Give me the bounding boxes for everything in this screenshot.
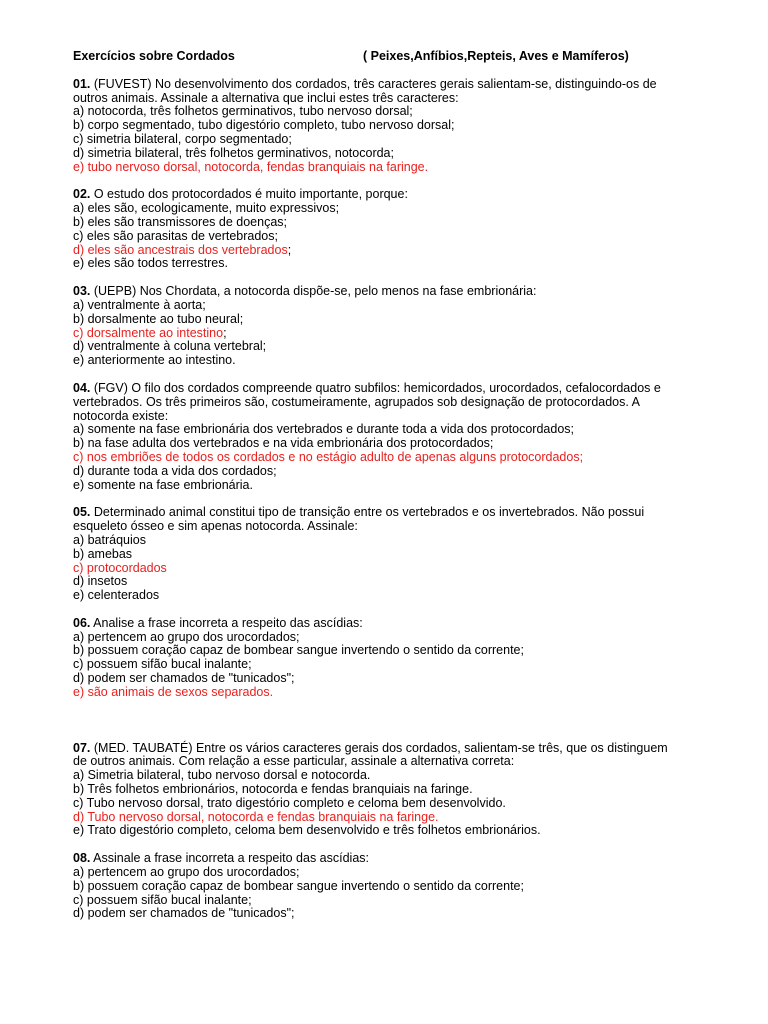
question-stem-line	[73, 92, 728, 106]
question-2	[73, 188, 728, 271]
option	[73, 202, 728, 216]
option-text: c) nos embriões de todos os cordados e no estágio adulto de apenas alguns protocordados;	[73, 449, 584, 464]
question-stem-text: Analise a frase incorreta a respeito das ascídias:	[90, 615, 363, 630]
option	[73, 866, 728, 880]
option	[73, 340, 728, 354]
option	[73, 880, 728, 894]
option	[73, 133, 728, 147]
option-text: e) celenterados	[73, 588, 160, 603]
question-4	[73, 382, 728, 492]
question-stem-text: (FUVEST) No desenvolvimento dos cordados, três caracteres gerais salientam-se, distinguindo-os de	[90, 76, 657, 91]
question-stem-line	[73, 78, 728, 92]
option	[73, 257, 728, 271]
question-number: 05.	[73, 505, 91, 520]
question-number: 01.	[73, 76, 91, 91]
question-stem-line	[73, 852, 728, 866]
option-separator: ;	[223, 325, 227, 340]
option	[73, 230, 728, 244]
question-stem-text: vertebrados. Os três primeiros são, costumeiramente, agrupados sob designação de protocordados. A	[73, 394, 640, 409]
option-text: e) são animais de sexos separados.	[73, 684, 274, 699]
option-text: a) batráquios	[73, 532, 146, 547]
document-title: Exercícios sobre Cordados	[73, 49, 235, 63]
document-header	[73, 50, 728, 64]
option	[73, 354, 728, 368]
option	[73, 465, 728, 479]
option-correct	[73, 244, 728, 258]
question-stem-line	[73, 742, 728, 756]
option-text: b) dorsalmente ao tubo neural;	[73, 311, 244, 326]
option-text: a) ventralmente à aorta;	[73, 297, 206, 312]
option-text: d) podem ser chamados de "tunicados";	[73, 906, 295, 921]
option-separator: ;	[287, 242, 292, 257]
option-text: d) insetos	[73, 574, 128, 589]
question-3	[73, 285, 728, 368]
question-number: 08.	[73, 851, 91, 866]
option-text: d) ventralmente à coluna vertebral;	[73, 339, 267, 354]
option-correct	[73, 161, 728, 175]
option-text: e) tubo nervoso dorsal, notocorda, fendas branquiais na faringe.	[73, 159, 429, 174]
option	[73, 105, 728, 119]
option-correct	[73, 451, 728, 465]
option-text: c) Tubo nervoso dorsal, trato digestório completo e celoma bem desenvolvido.	[73, 795, 506, 810]
option	[73, 658, 728, 672]
question-stem-text: notocorda existe:	[73, 408, 169, 423]
option	[73, 769, 728, 783]
option-correct	[73, 811, 728, 825]
option-text: d) Tubo nervoso dorsal, notocorda e fendas branquiais na faringe.	[73, 809, 439, 824]
option-text: e) anteriormente ao intestino.	[73, 353, 236, 368]
option-text: c) dorsalmente ao intestino	[73, 325, 224, 340]
option-correct	[73, 562, 728, 576]
option-text: d) eles são ancestrais dos vertebrados	[73, 242, 288, 257]
question-7	[73, 742, 728, 839]
option	[73, 313, 728, 327]
question-stem-text: (MED. TAUBATÉ) Entre os vários caracteres gerais dos cordados, salientam-se três, que os distinguem	[90, 740, 668, 755]
option	[73, 534, 728, 548]
option	[73, 147, 728, 161]
question-stem-text: O estudo dos protocordados é muito importante, porque:	[90, 187, 408, 202]
option-text: a) notocorda, três folhetos germinativos, tubo nervoso dorsal;	[73, 104, 413, 119]
question-stem-text: (UEPB) Nos Chordata, a notocorda dispõe-se, pelo menos na fase embrionária:	[90, 284, 537, 299]
option	[73, 631, 728, 645]
option	[73, 216, 728, 230]
option-text: b) corpo segmentado, tubo digestório completo, tubo nervoso dorsal;	[73, 118, 455, 133]
option-text: b) eles são transmissores de doenças;	[73, 214, 287, 229]
question-stem-text: Assinale a frase incorreta a respeito das ascídias:	[90, 851, 370, 866]
option-text: e) Trato digestório completo, celoma bem desenvolvido e três folhetos embrionários.	[73, 823, 541, 838]
option-text: c) protocordados	[73, 560, 167, 575]
option	[73, 119, 728, 133]
option-text: b) possuem coração capaz de bombear sangue invertendo o sentido da corrente;	[73, 878, 524, 893]
question-stem-text: de outros animais. Com relação a esse particular, assinale a alternativa correta:	[73, 754, 515, 769]
question-stem-line	[73, 755, 728, 769]
question-number: 02.	[73, 187, 91, 202]
question-stem-line	[73, 188, 728, 202]
question-6	[73, 617, 728, 700]
question-number: 06.	[73, 615, 91, 630]
option-text: c) possuem sifão bucal inalante;	[73, 657, 252, 672]
option	[73, 423, 728, 437]
option	[73, 783, 728, 797]
option	[73, 644, 728, 658]
question-stem-text: esqueleto ósseo e sim apenas notocorda. Assinale:	[73, 519, 358, 534]
document-subtitle: ( Peixes,Anfíbios,Repteis, Aves e Mamíferos)	[363, 49, 629, 63]
option-text: c) eles são parasitas de vertebrados;	[73, 228, 278, 243]
option-text: b) possuem coração capaz de bombear sangue invertendo o sentido da corrente;	[73, 643, 524, 658]
question-5	[73, 506, 728, 603]
option	[73, 548, 728, 562]
option-text: d) durante toda a vida dos cordados;	[73, 463, 277, 478]
question-number: 07.	[73, 740, 91, 755]
option-text: b) na fase adulta dos vertebrados e na vida embrionária dos protocordados;	[73, 436, 494, 451]
option	[73, 299, 728, 313]
option	[73, 672, 728, 686]
option	[73, 437, 728, 451]
option-text: a) eles são, ecologicamente, muito expressivos;	[73, 201, 340, 216]
option	[73, 824, 728, 838]
option	[73, 575, 728, 589]
question-stem-line	[73, 506, 728, 520]
question-8	[73, 852, 728, 921]
question-stem-text: Determinado animal constitui tipo de transição entre os vertebrados e os invertebrados. Não possui	[90, 505, 645, 520]
option-text: a) pertencem ao grupo dos urocordados;	[73, 865, 300, 880]
option-text: e) eles são todos terrestres.	[73, 256, 228, 271]
option-correct	[73, 686, 728, 700]
question-stem-text: outros animais. Assinale a alternativa que inclui estes três caracteres:	[73, 90, 459, 105]
question-stem-text: (FGV) O filo dos cordados compreende quatro subfilos: hemicordados, urocordados, cefalocordados e	[90, 380, 661, 395]
option	[73, 907, 728, 921]
question-stem-line	[73, 410, 728, 424]
option	[73, 894, 728, 908]
option	[73, 479, 728, 493]
question-stem-line	[73, 520, 728, 534]
option-text: a) pertencem ao grupo dos urocordados;	[73, 629, 300, 644]
question-stem-line	[73, 617, 728, 631]
question-1	[73, 78, 728, 175]
option-text: a) somente na fase embrionária dos vertebrados e durante toda a vida dos protocordados;	[73, 422, 575, 437]
question-stem-line	[73, 285, 728, 299]
question-number: 04.	[73, 380, 91, 395]
option-text: b) Três folhetos embrionários, notocorda e fendas branquiais na faringe.	[73, 782, 473, 797]
option-text: c) simetria bilateral, corpo segmentado;	[73, 131, 292, 146]
option-text: c) possuem sifão bucal inalante;	[73, 892, 252, 907]
option-text: d) podem ser chamados de "tunicados";	[73, 671, 295, 686]
question-stem-line	[73, 396, 728, 410]
option-text: b) amebas	[73, 546, 133, 561]
option	[73, 589, 728, 603]
option-text: e) somente na fase embrionária.	[73, 477, 253, 492]
option	[73, 797, 728, 811]
question-stem-line	[73, 382, 728, 396]
option-text: d) simetria bilateral, três folhetos germinativos, notocorda;	[73, 145, 394, 160]
question-number: 03.	[73, 284, 91, 299]
option-correct	[73, 327, 728, 341]
option-text: a) Simetria bilateral, tubo nervoso dorsal e notocorda.	[73, 768, 371, 783]
question-list	[73, 78, 728, 921]
